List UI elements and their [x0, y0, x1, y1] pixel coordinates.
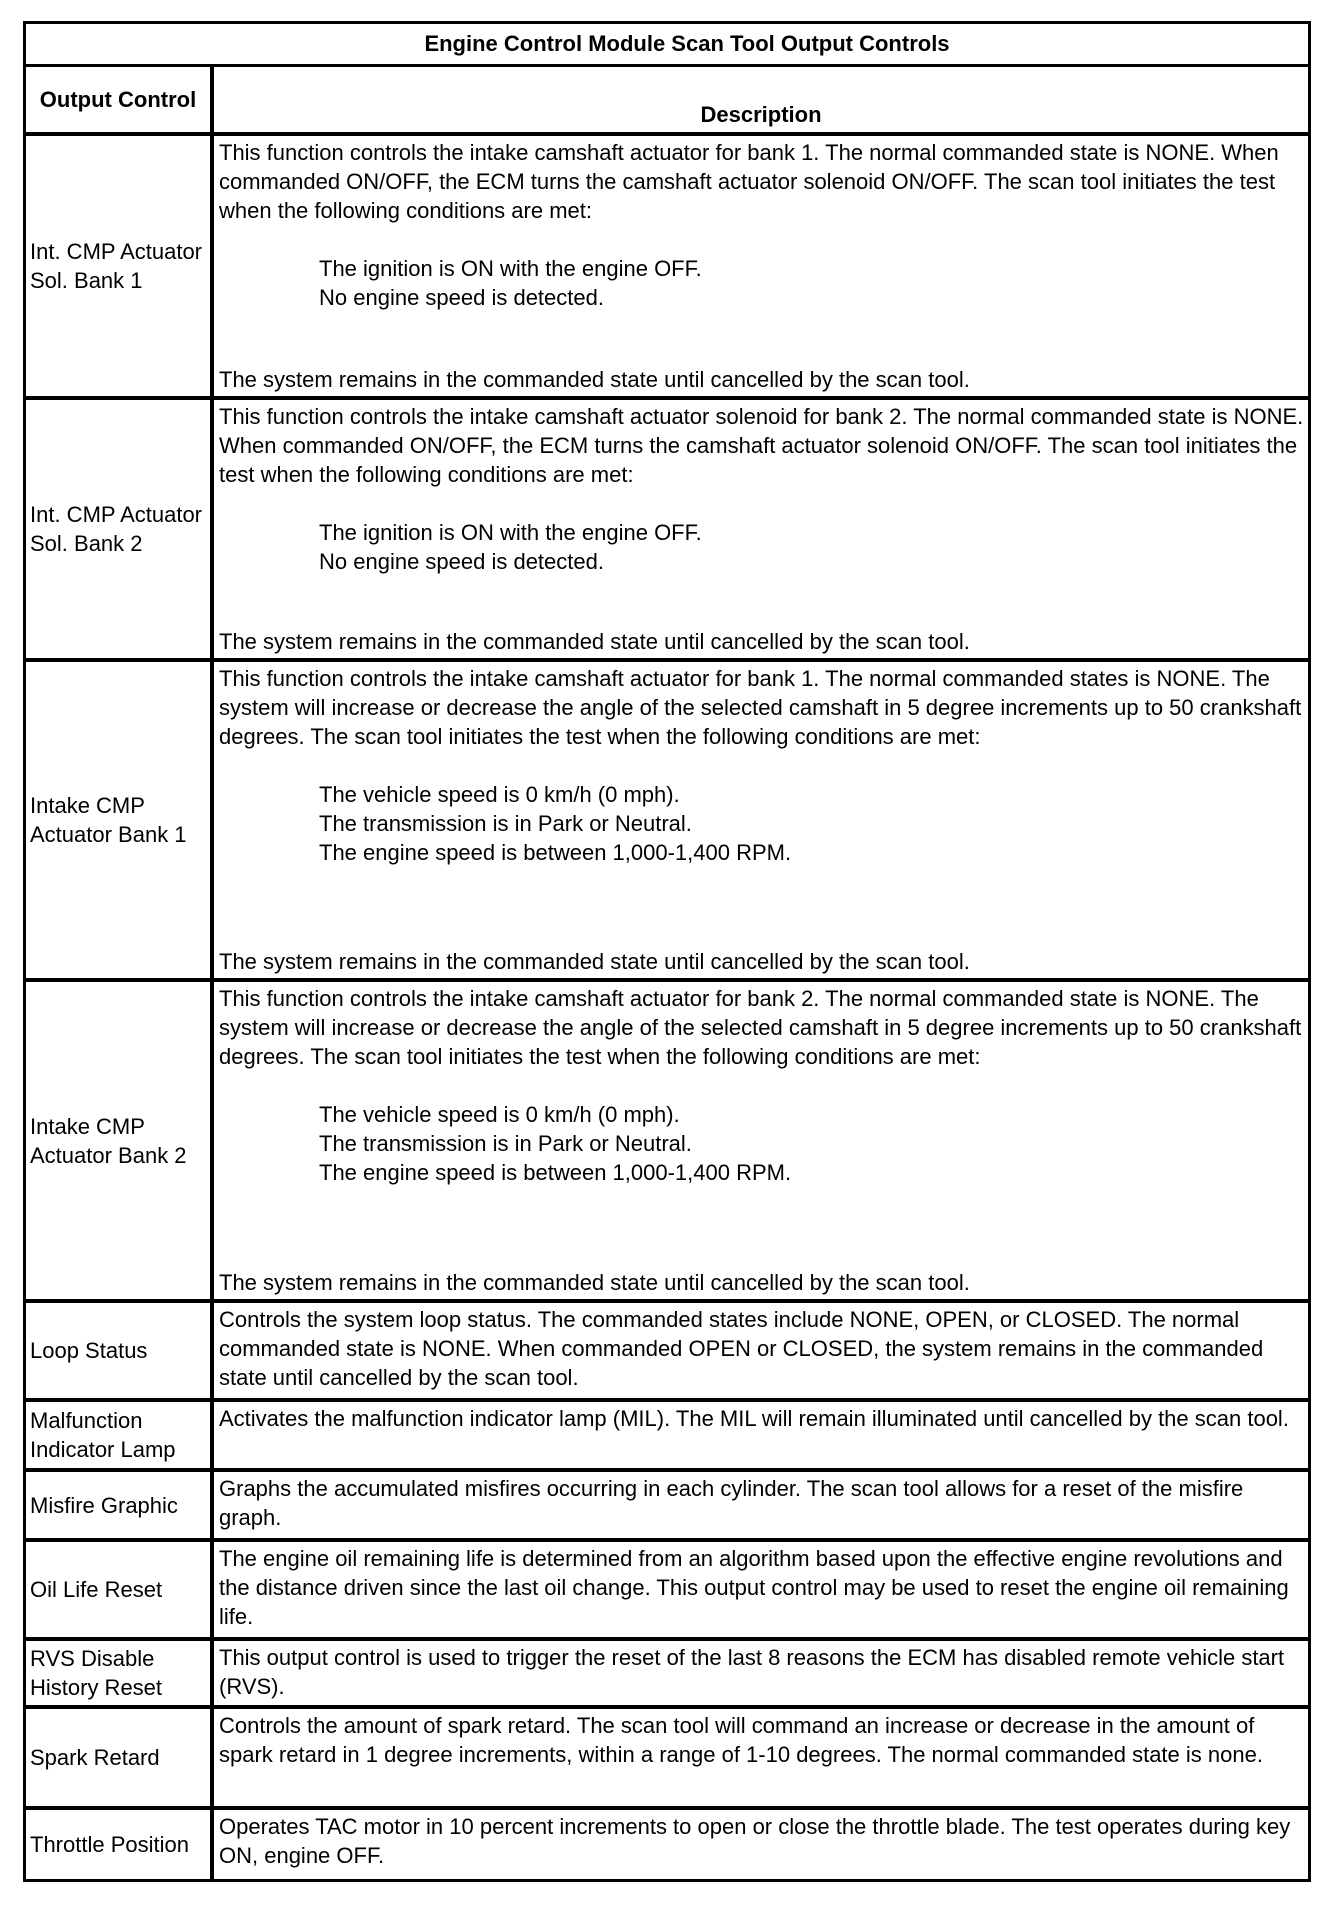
description-intro: This function controls the intake camshaft actuator for bank 1. The normal commanded states is NONE. The system will increase or decrease the angle of the selected camshaft in 5 degree increments up to 50 crankshaft degrees. The scan tool initiates the test when the following conditions are met: [219, 666, 1302, 749]
table-title: Engine Control Module Scan Tool Output Controls [26, 24, 1308, 67]
condition-item: No engine speed is detected. [319, 549, 604, 574]
description-cell [214, 1472, 1308, 1538]
description-outro: The system remains in the commanded state until cancelled by the scan tool. [219, 1270, 970, 1295]
description-text: Activates the malfunction indicator lamp (MIL). The MIL will remain illuminated until cancelled by the scan tool. [219, 1406, 1289, 1431]
conditions-list [219, 1100, 1304, 1187]
table-row [26, 136, 1308, 400]
conditions-list [219, 518, 1304, 576]
description-cell [214, 1542, 1308, 1637]
condition-item: The engine speed is between 1,000-1,400 RPM. [319, 840, 792, 865]
condition-item: The engine speed is between 1,000-1,400 RPM. [319, 1160, 792, 1185]
description-cell [214, 1402, 1308, 1468]
table-row [26, 1402, 1308, 1472]
condition-item: The ignition is ON with the engine OFF. [319, 520, 702, 545]
description-text: Controls the system loop status. The commanded states include NONE, OPEN, or CLOSED. The normal commanded state is NONE. When commanded OPEN or CLOSED, the system remains in the commanded state until cancelled by the scan tool. [219, 1307, 1264, 1390]
output-control-cell: Intake CMP Actuator Bank 1 [26, 662, 214, 978]
output-control-cell: Malfunction Indicator Lamp [26, 1402, 214, 1468]
header-output-control: Output Control [26, 67, 214, 132]
output-control-cell: Int. CMP Actuator Sol. Bank 2 [26, 400, 214, 658]
condition-item: The vehicle speed is 0 km/h (0 mph). [319, 782, 680, 807]
description-text: Graphs the accumulated misfires occurring in each cylinder. The scan tool allows for a reset of the misfire graph. [219, 1476, 1244, 1530]
table-row [26, 1542, 1308, 1641]
description-text: This output control is used to trigger the reset of the last 8 reasons the ECM has disabled remote vehicle start (RVS). [219, 1645, 1285, 1699]
description-cell [214, 982, 1308, 1299]
output-control-cell: Oil Life Reset [26, 1542, 214, 1637]
output-control-cell: Misfire Graphic [26, 1472, 214, 1538]
description-cell [214, 1303, 1308, 1398]
table-row [26, 1641, 1308, 1709]
table-row [26, 400, 1308, 662]
table-row [26, 1303, 1308, 1402]
condition-item: The transmission is in Park or Neutral. [319, 811, 692, 836]
condition-item: The transmission is in Park or Neutral. [319, 1131, 692, 1156]
description-cell [214, 1641, 1308, 1705]
output-controls-table [23, 21, 1311, 1882]
output-control-cell: Throttle Position [26, 1810, 214, 1879]
description-cell [214, 400, 1308, 658]
description-outro: The system remains in the commanded state until cancelled by the scan tool. [219, 949, 970, 974]
description-cell [214, 136, 1308, 396]
output-control-cell: RVS Disable History Reset [26, 1641, 214, 1705]
description-cell [214, 1709, 1308, 1806]
table-row [26, 1472, 1308, 1542]
output-control-cell: Spark Retard [26, 1709, 214, 1806]
description-text: Operates TAC motor in 10 percent increments to open or close the throttle blade. The test operates during key ON, engine OFF. [219, 1814, 1291, 1868]
condition-item: The ignition is ON with the engine OFF. [319, 256, 702, 281]
description-cell [214, 1810, 1308, 1879]
table-row [26, 662, 1308, 982]
description-outro: The system remains in the commanded state until cancelled by the scan tool. [219, 367, 970, 392]
description-intro: This function controls the intake camshaft actuator for bank 2. The normal commanded state is NONE. The system will increase or decrease the angle of the selected camshaft in 5 degree increments up to 50 crankshaft degrees. The scan tool initiates the test when the following conditions are met: [219, 986, 1302, 1069]
description-intro: This function controls the intake camshaft actuator for bank 1. The normal commanded state is NONE. When commanded ON/OFF, the ECM turns the camshaft actuator solenoid ON/OFF. The scan tool initiates the test when the following conditions are met: [219, 140, 1279, 223]
description-text: The engine oil remaining life is determined from an algorithm based upon the effective engine revolutions and the distance driven since the last oil change. This output control may be used to reset the engine oil remaining life. [219, 1546, 1289, 1629]
table-row [26, 1709, 1308, 1810]
description-cell [214, 662, 1308, 978]
output-control-cell: Loop Status [26, 1303, 214, 1398]
header-description: Description [700, 102, 822, 127]
output-control-cell: Int. CMP Actuator Sol. Bank 1 [26, 136, 214, 396]
description-outro: The system remains in the commanded state until cancelled by the scan tool. [219, 629, 970, 654]
table-header-row [26, 67, 1308, 136]
condition-item: The vehicle speed is 0 km/h (0 mph). [319, 1102, 680, 1127]
conditions-list [219, 254, 1304, 312]
output-control-cell: Intake CMP Actuator Bank 2 [26, 982, 214, 1299]
condition-item: No engine speed is detected. [319, 285, 604, 310]
description-text: Controls the amount of spark retard. The scan tool will command an increase or decrease in the amount of spark retard in 1 degree increments, within a range of 1-10 degrees. The normal commanded state is none. [219, 1713, 1263, 1767]
table-row [26, 1810, 1308, 1879]
description-intro: This function controls the intake camshaft actuator solenoid for bank 2. The normal commanded state is NONE. When commanded ON/OFF, the ECM turns the camshaft actuator solenoid ON/OFF. The scan tool initiates the test when the following conditions are met: [219, 404, 1304, 487]
table-row [26, 982, 1308, 1303]
conditions-list [219, 780, 1304, 867]
